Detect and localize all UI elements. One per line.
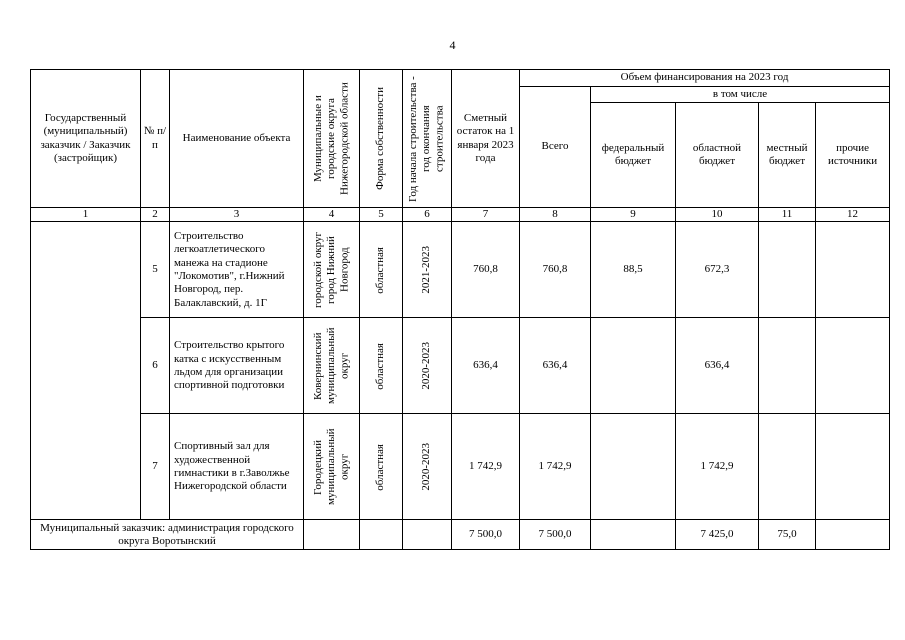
- local-value: [759, 222, 816, 318]
- municipality: Городецкий муниципальный округ: [311, 428, 351, 506]
- header-total: Всего: [520, 87, 591, 208]
- row-num: 5: [141, 222, 170, 318]
- other-value: [816, 222, 890, 318]
- header-municipality: Муниципальные и городские округа Нижегородской области: [311, 82, 351, 195]
- header-ownership: Форма собственности: [374, 87, 387, 190]
- column-number: 11: [759, 208, 816, 222]
- ownership: областная: [374, 443, 387, 491]
- empty-cell: [360, 520, 403, 550]
- ownership: областная: [374, 342, 387, 390]
- header-estimate: Сметный остаток на 1 января 2023 года: [452, 70, 520, 208]
- total-value: 1 742,9: [520, 414, 591, 520]
- column-number: 4: [304, 208, 360, 222]
- empty-cell: [403, 520, 452, 550]
- local-value: [759, 414, 816, 520]
- object-name: Строительство крытого катка с искусственным льдом для организации спортивной подготовки: [170, 318, 304, 414]
- column-number: 3: [170, 208, 304, 222]
- table-row: [31, 222, 890, 318]
- municipality-cell: [304, 414, 360, 520]
- header-customer: Государственный (муниципальный) заказчик / Заказчик (застройщик): [31, 70, 141, 208]
- header-regional: областной бюджет: [676, 103, 759, 208]
- column-number: 5: [360, 208, 403, 222]
- regional-value: 1 742,9: [676, 414, 759, 520]
- years: 2021-2023: [420, 246, 433, 294]
- federal-value: 88,5: [591, 222, 676, 318]
- municipality: Ковернинский муниципальный округ: [311, 327, 351, 405]
- header-funding: Объем финансирования на 2023 год: [520, 70, 890, 87]
- regional-value: 636,4: [676, 318, 759, 414]
- page-number: 4: [449, 38, 456, 52]
- summary-total: 7 500,0: [520, 520, 591, 550]
- row-num: 6: [141, 318, 170, 414]
- years: 2020-2023: [420, 342, 433, 390]
- years-cell: [403, 318, 452, 414]
- empty-cell: [304, 520, 360, 550]
- column-number: 9: [591, 208, 676, 222]
- summary-local: 75,0: [759, 520, 816, 550]
- summary-estimate: 7 500,0: [452, 520, 520, 550]
- header-years-cell: [403, 70, 452, 208]
- header-num: № п/п: [141, 70, 170, 208]
- regional-value: 672,3: [676, 222, 759, 318]
- municipality-cell: [304, 222, 360, 318]
- customer-cell-empty: [31, 222, 141, 520]
- header-including: в том числе: [591, 87, 890, 103]
- object-name: Спортивный зал для художественной гимнастики в г.Заволжье Нижегородской области: [170, 414, 304, 520]
- column-number: 2: [141, 208, 170, 222]
- ownership-cell: [360, 222, 403, 318]
- estimate-value: 1 742,9: [452, 414, 520, 520]
- object-name: Строительство легкоатлетического манежа на стадионе "Локомотив", г.Нижний Новгород, пер. Балаклавский, д. 1Г: [170, 222, 304, 318]
- total-value: 760,8: [520, 222, 591, 318]
- column-number: 8: [520, 208, 591, 222]
- summary-federal: [591, 520, 676, 550]
- estimate-value: 760,8: [452, 222, 520, 318]
- header-other: прочие источники: [816, 103, 890, 208]
- column-number: 7: [452, 208, 520, 222]
- header-federal: федеральный бюджет: [591, 103, 676, 208]
- column-number-row: [31, 208, 890, 222]
- table-row: [31, 414, 890, 520]
- ownership: областная: [374, 246, 387, 294]
- other-value: [816, 414, 890, 520]
- municipality-cell: [304, 318, 360, 414]
- summary-regional: 7 425,0: [676, 520, 759, 550]
- years-cell: [403, 414, 452, 520]
- funding-table: [30, 69, 890, 550]
- header-object-name: Наименование объекта: [170, 70, 304, 208]
- column-number: 6: [403, 208, 452, 222]
- header-municipality-cell: [304, 70, 360, 208]
- local-value: [759, 318, 816, 414]
- federal-value: [591, 414, 676, 520]
- years: 2020-2023: [420, 443, 433, 491]
- municipality: городской округ город Нижний Новгород: [311, 231, 351, 308]
- column-number: 10: [676, 208, 759, 222]
- column-number: 12: [816, 208, 890, 222]
- municipal-customer-label: Муниципальный заказчик: администрация городского округа Воротынский: [31, 520, 304, 550]
- other-value: [816, 318, 890, 414]
- federal-value: [591, 318, 676, 414]
- estimate-value: 636,4: [452, 318, 520, 414]
- header-ownership-cell: [360, 70, 403, 208]
- years-cell: [403, 222, 452, 318]
- column-number: 1: [31, 208, 141, 222]
- row-num: 7: [141, 414, 170, 520]
- ownership-cell: [360, 318, 403, 414]
- header-years: Год начала строительства - год окончания строительства: [407, 75, 446, 202]
- table-row: [31, 318, 890, 414]
- header-local: местный бюджет: [759, 103, 816, 208]
- total-value: 636,4: [520, 318, 591, 414]
- ownership-cell: [360, 414, 403, 520]
- summary-row: [31, 520, 890, 550]
- summary-other: [816, 520, 890, 550]
